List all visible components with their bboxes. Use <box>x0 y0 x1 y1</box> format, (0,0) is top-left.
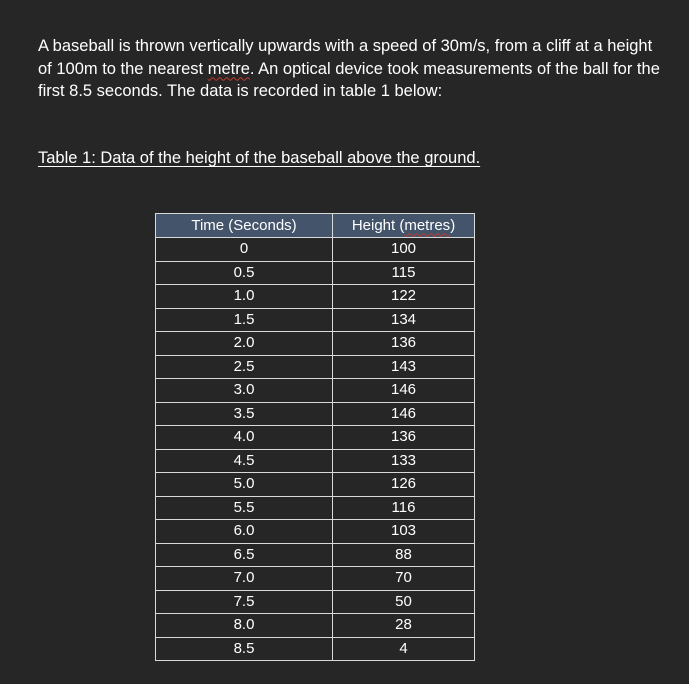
spellcheck-flagged-header-word[interactable]: metres <box>404 216 451 234</box>
cell-height: 122 <box>333 285 475 309</box>
cell-height: 133 <box>333 449 475 473</box>
table-row <box>156 379 475 403</box>
table-row <box>156 308 475 332</box>
table-row <box>156 402 475 426</box>
cell-time: 3.5 <box>156 402 333 426</box>
cell-time: 1.5 <box>156 308 333 332</box>
cell-time: 8.0 <box>156 614 333 638</box>
table-row <box>156 590 475 614</box>
cell-height: 126 <box>333 473 475 497</box>
intro-paragraph <box>38 35 668 103</box>
cell-time: 0.5 <box>156 261 333 285</box>
cell-time: 5.5 <box>156 496 333 520</box>
table-row <box>156 496 475 520</box>
cell-time: 7.5 <box>156 590 333 614</box>
cell-time: 2.0 <box>156 332 333 356</box>
cell-time: 6.5 <box>156 543 333 567</box>
table-row <box>156 449 475 473</box>
table-row <box>156 637 475 661</box>
height-data-table <box>155 213 475 661</box>
table-row <box>156 426 475 450</box>
table-caption: Table 1: Data of the height of the baseball above the ground. <box>38 149 481 167</box>
cell-height: 134 <box>333 308 475 332</box>
table-row <box>156 332 475 356</box>
header-time: Time (Seconds) <box>156 214 333 238</box>
cell-height: 50 <box>333 590 475 614</box>
table-row <box>156 520 475 544</box>
cell-time: 7.0 <box>156 567 333 591</box>
cell-height: 136 <box>333 332 475 356</box>
table-row <box>156 614 475 638</box>
header-height-prefix: Height ( <box>351 216 405 234</box>
intro-text-part1: A baseball is thrown vertically upwards with a speed of 30m/s, from a cliff at a height of 100m to the nearest <box>38 37 653 78</box>
cell-height: 100 <box>333 238 475 262</box>
table-row <box>156 285 475 309</box>
cell-height: 146 <box>333 379 475 403</box>
table-header-row <box>156 214 475 238</box>
cell-time: 1.0 <box>156 285 333 309</box>
cell-height: 115 <box>333 261 475 285</box>
cell-time: 4.5 <box>156 449 333 473</box>
intro-text-part2: . An optical device took measurements of the ball for the first 8.5 seconds. The data is recorded in table 1 below: <box>38 59 660 100</box>
table-row <box>156 261 475 285</box>
table-row <box>156 238 475 262</box>
cell-time: 5.0 <box>156 473 333 497</box>
cell-height: 70 <box>333 567 475 591</box>
cell-height: 143 <box>333 355 475 379</box>
cell-height: 146 <box>333 402 475 426</box>
cell-height: 103 <box>333 520 475 544</box>
cell-time: 4.0 <box>156 426 333 450</box>
table-row <box>156 473 475 497</box>
table-row <box>156 355 475 379</box>
cell-height: 28 <box>333 614 475 638</box>
table-body <box>156 238 475 661</box>
cell-height: 116 <box>333 496 475 520</box>
cell-time: 2.5 <box>156 355 333 379</box>
cell-height: 136 <box>333 426 475 450</box>
header-height-suffix: ) <box>450 216 456 234</box>
cell-height: 4 <box>333 637 475 661</box>
cell-time: 0 <box>156 238 333 262</box>
cell-time: 3.0 <box>156 379 333 403</box>
cell-height: 88 <box>333 543 475 567</box>
header-height <box>333 214 475 238</box>
table-row <box>156 543 475 567</box>
cell-time: 8.5 <box>156 637 333 661</box>
spellcheck-flagged-word[interactable]: metre <box>207 59 250 78</box>
table-row <box>156 567 475 591</box>
cell-time: 6.0 <box>156 520 333 544</box>
